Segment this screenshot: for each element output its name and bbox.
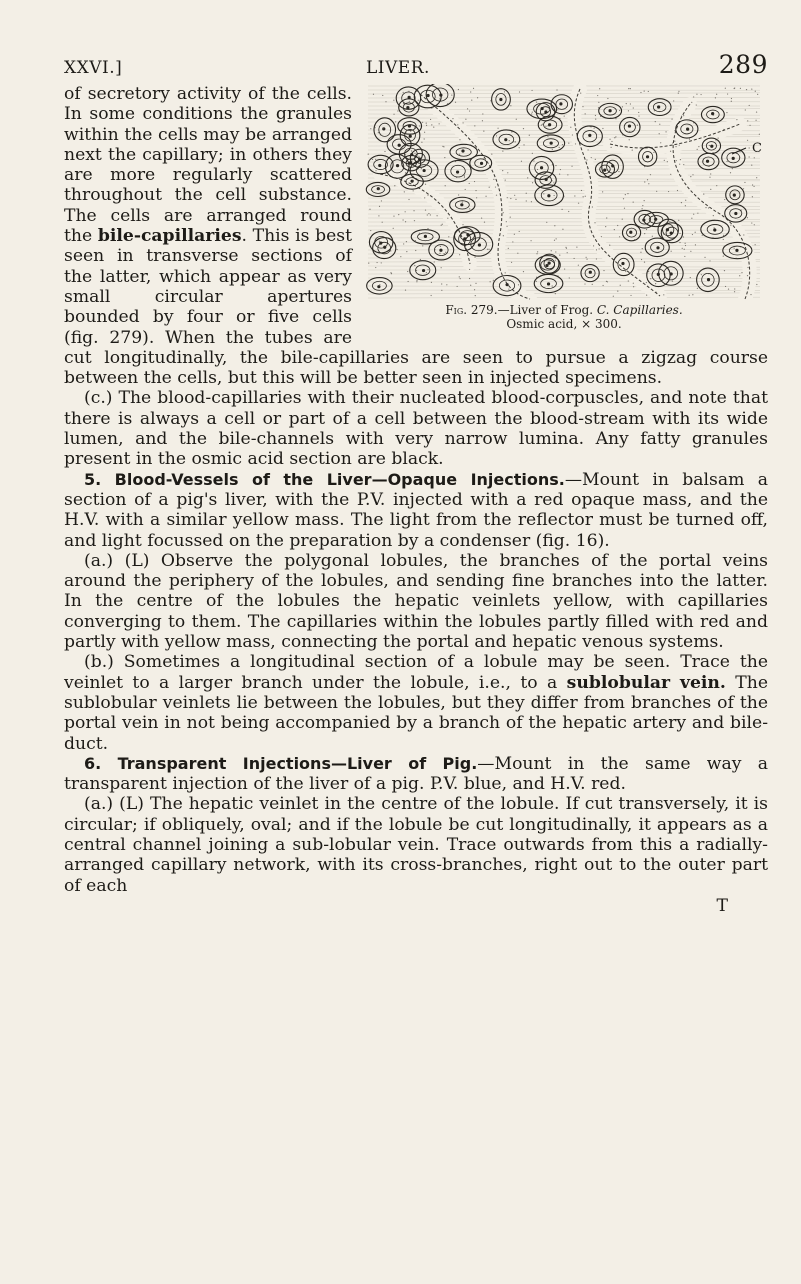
panel-letter-c: C — [752, 141, 762, 156]
running-header — [64, 48, 768, 84]
section-6: 6. Transparent Injections—Liver of Pig.—Mount in the same way a transparent injection of the liver of a pig. P.V. blue, and H.V. red. — [64, 753, 768, 795]
section-5-heading: 5. Blood-Vessels of the Liver—Opaque Injections. — [84, 469, 565, 489]
running-title: LIVER. — [366, 58, 430, 78]
page-number: 289 — [718, 50, 768, 79]
signature-mark: T — [716, 895, 728, 916]
liver-section-illustration — [360, 84, 768, 302]
paragraph-6a: (a.) (L) The hepatic veinlet in the centre of the lobule. If cut transversely, it is circular; if obliquely, oval; and if the lobule be cut longitudinally, it appears as a central channel joining a sub-lobular vein. Trace outwards from this a radially-arranged capillary network, with its cross-branches, right out to the outer part of each — [64, 794, 768, 896]
paragraph-5a: (a.) (L) Observe the polygonal lobules, the branches of the portal veins around the periphery of the lobules, and sending fine branches into the latter. In the centre of the lobules the hepatic veinlets yellow, with capillaries converging to them. The capillaries within the lobules partly filled with red and partly with yellow mass, connecting the portal and hepatic venous systems. — [64, 550, 768, 653]
chapter-number: XXVI.] — [64, 58, 123, 78]
term-sublobular-vein: sublobular vein. — [566, 672, 726, 693]
section-6-heading: 6. Transparent Injections—Liver of Pig. — [84, 753, 478, 773]
page — [64, 48, 768, 916]
section-5: 5. Blood-Vessels of the Liver—Opaque Injections.—Mount in balsam a section of a pig's liver, with the P.V. injected with a red opaque mass, and the H.V. with a similar yellow mass. The light from the reflector must be turned off, and light focussed on the preparation by a condenser (fig. 16). — [64, 469, 768, 551]
term-bile-capillaries: bile-capillaries — [97, 226, 242, 247]
paragraph-c: (c.) The blood-capillaries with their nucleated blood-corpuscles, and note that there is always a cell or part of a cell between the blood-stream with its wide lumen, and the bile-channels with very narrow lumina. Any fatty granules present in the osmic acid section are black. — [64, 388, 768, 470]
figure-caption: Fig. 279.—Liver of Frog. C. Capillaries. Osmic acid, × 300. — [445, 303, 683, 331]
figure-279 — [360, 84, 768, 334]
paragraph-5b: (b.) Sometimes a longitudinal section of a lobule may be seen. Trace the veinlet to a larger branch under the lobule, i.e., to a sublobular vein. The sublobular veinlets lie between the lobules, but they differ from branches of the portal vein in not being accompanied by a branch of the hepatic artery and bile-duct. — [64, 652, 768, 754]
paragraph-intro: of secretory activity of the cells. In some conditions the granules within the cells may be arranged next the capillary; in others they are more regularly scattered throughout the cell substance. The cells are arranged round the bile-capillaries. This is best seen in transverse sections of the latter, which appear as very small circular apertures bounded by four or five cells (fig. 279). When the tubes are cut longitudinally, the bile-capillaries are seen to pursue a zigzag course between the cells, but this will be better seen in injected specimens. — [64, 84, 768, 389]
